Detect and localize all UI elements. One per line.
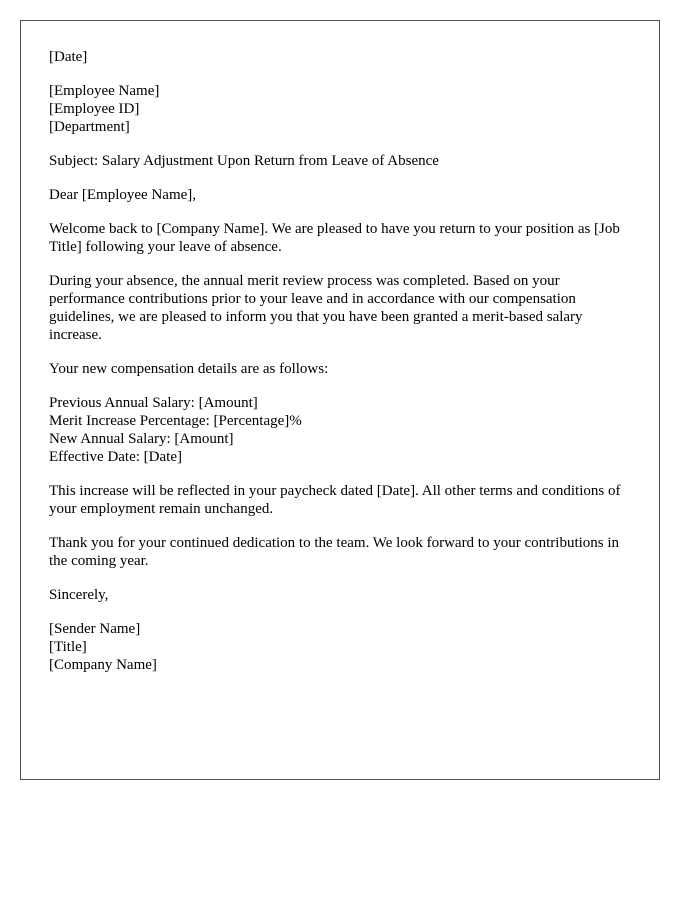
closing: Sincerely, xyxy=(49,587,109,603)
signature-block xyxy=(49,620,631,674)
reflected-paragraph: This increase will be reflected in your paycheck dated [Date]. All other terms and conditions of your employment remain unchanged. xyxy=(49,483,621,517)
increase-percentage-line: Merit Increase Percentage: [Percentage]% xyxy=(49,413,302,429)
salutation: Dear [Employee Name], xyxy=(49,187,197,203)
review-paragraph: During your absence, the annual merit review process was completed. Based on your performance contributions prior to your leave and in accordance with our compensation guidelines, we are pleased to inform you that you have been granted a merit-based salary increase. xyxy=(49,273,583,343)
sender-title: [Title] xyxy=(49,639,87,655)
previous-salary-line: Previous Annual Salary: [Amount] xyxy=(49,395,258,411)
letter-date: [Date] xyxy=(49,49,88,65)
letter-page xyxy=(20,20,660,780)
new-salary-line: New Annual Salary: [Amount] xyxy=(49,431,234,447)
recipient-block xyxy=(49,82,631,136)
recipient-department: [Department] xyxy=(49,119,130,135)
date-block xyxy=(49,48,631,66)
closing-block xyxy=(49,586,631,604)
sender-company: [Company Name] xyxy=(49,657,157,673)
sender-name: [Sender Name] xyxy=(49,621,141,637)
subject-block xyxy=(49,152,631,170)
welcome-paragraph: Welcome back to [Company Name]. We are pleased to have you return to your position as [Job Title] following your leave of absence. xyxy=(49,221,620,255)
salutation-block xyxy=(49,186,631,204)
details-intro-paragraph: Your new compensation details are as follows: xyxy=(49,361,329,377)
recipient-id: [Employee ID] xyxy=(49,101,140,117)
letter-subject: Subject: Salary Adjustment Upon Return from Leave of Absence xyxy=(49,153,439,169)
recipient-name: [Employee Name] xyxy=(49,83,160,99)
thanks-paragraph: Thank you for your continued dedication to the team. We look forward to your contributions in the coming year. xyxy=(49,535,620,569)
compensation-details xyxy=(49,394,631,466)
effective-date-line: Effective Date: [Date] xyxy=(49,449,182,465)
